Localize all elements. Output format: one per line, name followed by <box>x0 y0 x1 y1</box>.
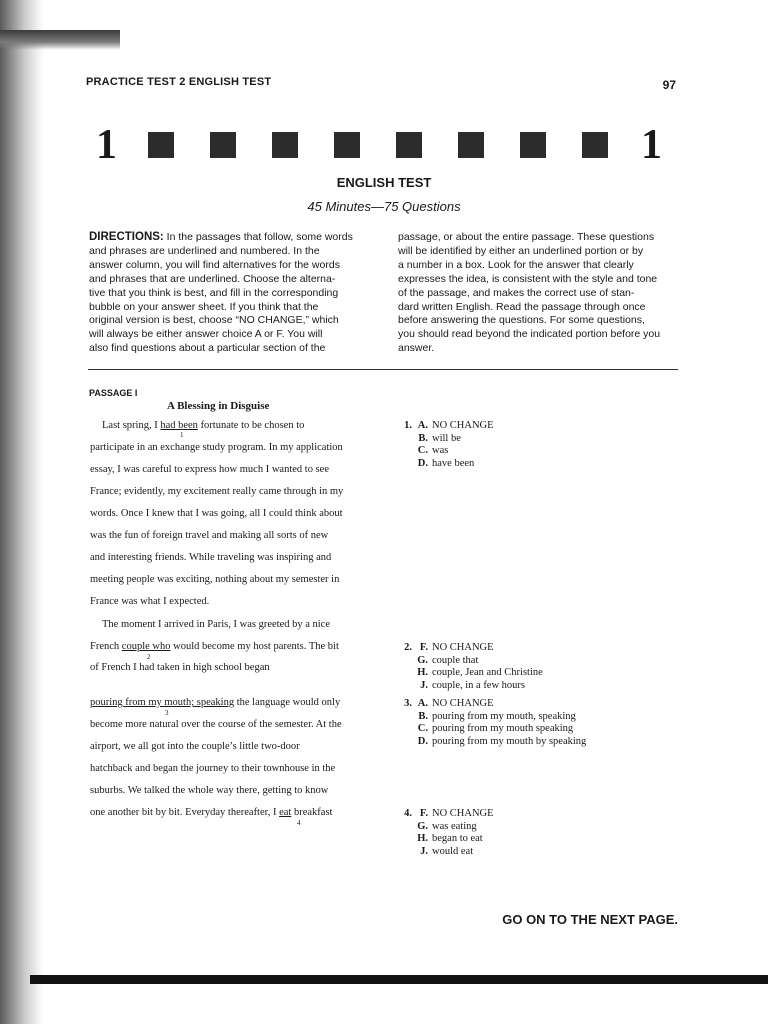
answer-letter: F. <box>419 808 428 819</box>
answer-letter: F. <box>419 642 428 653</box>
answer-letter: J. <box>420 679 428 691</box>
passage-line: suburbs. We talked the whole way there, getting to know <box>90 785 329 796</box>
running-header: PRACTICE TEST 2 ENGLISH TEST <box>86 76 272 88</box>
section-number-right: 1 <box>641 122 662 168</box>
directions-line: will always be either answer choice A or F. You will <box>89 328 323 341</box>
answer-choice: NO CHANGE <box>432 698 494 709</box>
directions-line: you should read beyond the indicated portion before you <box>398 328 661 341</box>
page-binding-shadow <box>0 0 44 1024</box>
question-marker-2: 2 <box>147 653 151 661</box>
answer-letter: G. <box>417 654 428 666</box>
directions-column-1 <box>89 231 364 356</box>
passage-line: essay, I was careful to express how much I wanted to see <box>90 464 329 475</box>
directions-line: answer. <box>398 342 435 355</box>
question-3 <box>400 698 586 748</box>
question-4 <box>400 808 494 858</box>
go-on-notice: GO ON TO THE NEXT PAGE. <box>502 912 678 927</box>
section-banner <box>96 124 666 166</box>
answer-letter: B. <box>418 710 428 722</box>
directions-line: answer column, you will find alternatives for the words <box>89 258 340 271</box>
directions-line: original version is best, choose “NO CHANGE,” which <box>89 314 339 327</box>
question-marker-1: 1 <box>180 431 184 439</box>
answer-letter: B. <box>418 432 428 444</box>
section-block <box>396 132 422 158</box>
answer-letter: J. <box>420 845 428 857</box>
passage-title: A Blessing in Disguise <box>167 400 270 412</box>
passage-line: pouring from my mouth; speaking the language would only <box>90 697 341 708</box>
passage-line: France; evidently, my excitement really came through in my <box>90 486 344 497</box>
answer-letter: G. <box>417 820 428 832</box>
directions-line: tive that you think is best, and fill in the corresponding <box>89 286 339 299</box>
answer-choice: pouring from my mouth speaking <box>432 723 574 735</box>
question-number: 4. <box>404 808 412 819</box>
question-number: 2. <box>404 642 412 653</box>
section-block <box>148 132 174 158</box>
directions-line: expresses the idea, is consistent with the style and tone <box>398 272 658 285</box>
directions-line: will be identified by either an underlined portion or by <box>398 244 644 257</box>
directions-column-2 <box>398 231 673 356</box>
answer-letter: C. <box>417 445 428 457</box>
section-block <box>582 132 608 158</box>
answer-letter: A. <box>417 420 428 431</box>
question-number: 3. <box>404 698 412 709</box>
passage-line: The moment I arrived in Paris, I was greeted by a nice <box>102 619 331 630</box>
underlined-portion-2: couple who <box>121 641 171 652</box>
directions-line: and phrases that are underlined. Choose the alterna- <box>89 272 336 285</box>
answer-choice: was <box>432 445 449 457</box>
directions-line: bubble on your answer sheet. If you think that the <box>89 300 319 313</box>
directions-line: also find questions about a particular section of the <box>89 342 326 355</box>
directions-line: In the passages that follow, some words <box>166 231 353 243</box>
page-bottom-edge <box>30 975 768 984</box>
directions-heading: DIRECTIONS: <box>89 231 164 243</box>
passage-line: was the fun of foreign travel and making all sorts of new <box>90 530 329 541</box>
answer-choice: pouring from my mouth, speaking <box>432 710 576 722</box>
question-marker-4: 4 <box>297 819 301 827</box>
underlined-portion-1: had been <box>160 420 198 431</box>
answer-choice: NO CHANGE <box>432 808 494 819</box>
answer-letter: A. <box>417 698 428 709</box>
answer-choice: would eat <box>432 845 474 857</box>
directions-line: a number in a box. Look for the answer that clearly <box>398 258 634 271</box>
answer-letter: D. <box>417 457 428 469</box>
answer-choice: began to eat <box>432 833 483 845</box>
passage-line: hatchback and began the journey to their townhouse in the <box>90 763 336 774</box>
page-number: 97 <box>662 78 676 92</box>
test-subtitle: 45 Minutes—75 Questions <box>307 199 461 214</box>
underlined-portion-3: pouring from my mouth; speaking <box>90 697 235 708</box>
question-number: 1. <box>404 420 412 431</box>
passage-label: PASSAGE I <box>89 388 138 398</box>
passage-line: France was what I expected. <box>90 596 210 607</box>
passage-line: and interesting friends. While traveling was inspiring and <box>90 552 332 563</box>
answer-choice: couple, Jean and Christine <box>432 667 543 679</box>
section-block <box>458 132 484 158</box>
answer-choice: NO CHANGE <box>432 642 494 653</box>
answer-letter: C. <box>417 723 428 735</box>
answer-choice: was eating <box>432 820 477 832</box>
page-binding-shadow-top <box>0 30 120 50</box>
answer-letter: H. <box>417 833 428 845</box>
passage-line: French couple who would become my host parents. The bit <box>90 641 339 652</box>
answer-choice: pouring from my mouth by speaking <box>432 735 587 747</box>
question-marker-3: 3 <box>165 709 169 717</box>
section-block <box>334 132 360 158</box>
question-2 <box>400 642 543 692</box>
section-block <box>272 132 298 158</box>
answer-choice: NO CHANGE <box>432 420 494 431</box>
underlined-portion-4: eat <box>279 807 292 818</box>
passage-line: meeting people was exciting, nothing about my semester in <box>90 574 340 585</box>
directions-line: passage, or about the entire passage. These questions <box>398 231 655 243</box>
passage-line: of French I had taken in high school began <box>90 662 270 673</box>
test-title: ENGLISH TEST <box>336 175 432 190</box>
passage-line: Last spring, I had been fortunate to be chosen to <box>102 420 305 431</box>
passage-line: airport, we all got into the couple’s little two-door <box>90 741 300 752</box>
directions-line: of the passage, and makes the correct use of stan- <box>398 286 635 299</box>
answer-letter: H. <box>417 667 428 679</box>
question-1 <box>400 420 494 470</box>
directions-line: and phrases are underlined and numbered. In the <box>89 244 320 257</box>
passage-line: participate in an exchange study program. In my application <box>90 442 343 453</box>
passage-line: become more natural over the course of the semester. At the <box>90 719 342 730</box>
answer-letter: D. <box>417 735 428 747</box>
section-block <box>210 132 236 158</box>
directions-line: dard written English. Read the passage through once <box>398 300 646 313</box>
answer-choice: couple that <box>432 654 479 666</box>
directions-line: before answering the questions. For some questions, <box>398 314 645 327</box>
section-number-left: 1 <box>96 122 117 168</box>
answer-choice: couple, in a few hours <box>432 679 526 691</box>
answer-choice: have been <box>432 457 475 469</box>
section-divider <box>88 369 678 370</box>
section-block <box>520 132 546 158</box>
answer-choice: will be <box>432 432 461 444</box>
passage-line: words. Once I knew that I was going, all I could think about <box>90 508 343 519</box>
passage-line: one another bit by bit. Everyday thereafter, I eat breakfast <box>90 807 333 818</box>
